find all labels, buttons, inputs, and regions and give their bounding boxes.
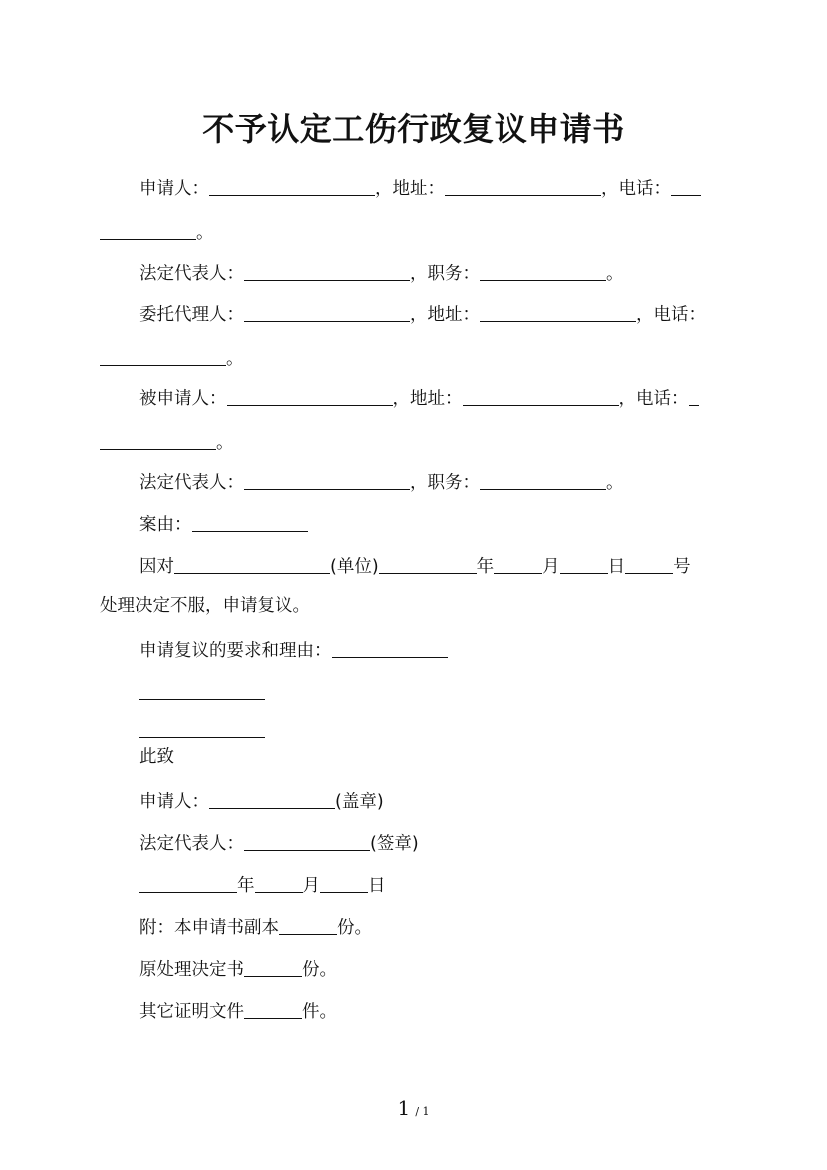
respondent-rep-name-blank[interactable]	[244, 470, 410, 490]
attach3-blank[interactable]	[244, 999, 302, 1019]
agent-line-cont	[100, 344, 244, 371]
respondent-rep-position-blank[interactable]	[480, 470, 606, 490]
legal-rep-position-blank[interactable]	[480, 261, 606, 281]
applicant-phone-blank-cont[interactable]	[100, 220, 196, 240]
sign-applicant-blank[interactable]	[209, 789, 335, 809]
applicant-address-label: ，地址：	[375, 179, 445, 199]
case-blank[interactable]	[192, 512, 308, 532]
respondent-line-end: 。	[216, 433, 234, 453]
attach3-suffix: 件。	[302, 1002, 337, 1022]
respondent-line-cont	[100, 428, 234, 455]
against-day-blank[interactable]	[560, 554, 608, 574]
page-total: / 1	[415, 1105, 430, 1118]
agent-line-end: 。	[226, 349, 244, 369]
case-label: 案由：	[139, 515, 192, 535]
against-unit-label: (单位)	[330, 557, 379, 577]
page-footer	[0, 1096, 827, 1120]
request-blank-3[interactable]	[139, 718, 265, 738]
date-day-label: 日	[368, 876, 386, 896]
date-month-blank[interactable]	[255, 873, 303, 893]
date-month-label: 月	[302, 876, 320, 896]
legal-rep-label: 法定代表人：	[139, 264, 244, 284]
sign-rep-label: 法定代表人：	[139, 834, 244, 854]
sign-rep-stamp: (签章)	[370, 834, 419, 854]
attach3-line	[139, 997, 337, 1024]
respondent-address-label: ，地址：	[392, 389, 463, 409]
document-title: 不予认定工伤行政复议申请书	[202, 110, 625, 148]
applicant-line-cont	[100, 218, 214, 245]
closing-text: 此致	[139, 747, 174, 767]
request-line-3	[139, 716, 265, 743]
sign-applicant-stamp: (盖章)	[335, 792, 384, 812]
respondent-phone-label: ，电话：	[618, 389, 689, 409]
applicant-phone-label: ，电话：	[601, 179, 671, 199]
applicant-label: 申请人：	[139, 179, 209, 199]
applicant-phone-blank[interactable]	[671, 176, 701, 196]
against-cont-text: 处理决定不服，申请复议。	[100, 596, 310, 616]
respondent-rep-position-label: ，职务：	[410, 473, 480, 493]
date-line	[139, 871, 386, 898]
legal-rep-line-end: 。	[606, 264, 624, 284]
request-label: 申请复议的要求和理由：	[139, 641, 332, 661]
respondent-address-blank[interactable]	[463, 386, 619, 406]
attach2-line	[139, 955, 337, 982]
respondent-rep-line	[139, 468, 624, 495]
against-day-label: 日	[607, 557, 626, 577]
against-year-label: 年	[476, 557, 495, 577]
respondent-name-blank[interactable]	[227, 386, 393, 406]
attach1-prefix: 附：本申请书副本	[139, 918, 279, 938]
respondent-label: 被申请人：	[139, 389, 227, 409]
respondent-phone-blank[interactable]	[689, 386, 699, 406]
against-unit-blank[interactable]	[174, 554, 330, 574]
date-day-blank[interactable]	[320, 873, 368, 893]
agent-address-label: ，地址：	[410, 305, 480, 325]
agent-phone-blank[interactable]	[100, 346, 226, 366]
applicant-name-blank[interactable]	[209, 176, 375, 196]
closing-line	[139, 745, 174, 769]
agent-name-blank[interactable]	[244, 302, 410, 322]
legal-rep-name-blank[interactable]	[244, 261, 410, 281]
agent-label: 委托代理人：	[139, 305, 244, 325]
applicant-line	[139, 174, 701, 201]
date-year-label: 年	[237, 876, 255, 896]
respondent-phone-blank-cont[interactable]	[100, 430, 216, 450]
against-line	[139, 552, 691, 579]
against-prefix: 因对	[139, 557, 174, 577]
attach1-suffix: 份。	[337, 918, 372, 938]
against-line-cont	[100, 594, 310, 618]
agent-address-blank[interactable]	[480, 302, 636, 322]
attach2-suffix: 份。	[302, 960, 337, 980]
sign-applicant-line	[139, 787, 384, 814]
date-year-blank[interactable]	[139, 873, 237, 893]
agent-phone-label: ，电话：	[636, 305, 706, 325]
against-month-blank[interactable]	[494, 554, 542, 574]
sign-rep-blank[interactable]	[244, 831, 370, 851]
page-number: 1	[397, 1096, 411, 1120]
attach2-blank[interactable]	[244, 957, 302, 977]
sign-rep-line	[139, 829, 419, 856]
request-blank-2[interactable]	[139, 680, 265, 700]
against-number-label: 号	[673, 557, 691, 577]
attach1-line	[139, 913, 372, 940]
applicant-line-end: 。	[196, 223, 214, 243]
legal-rep-position-label: ，职务：	[410, 264, 480, 284]
attach3-prefix: 其它证明文件	[139, 1002, 244, 1022]
case-line	[139, 510, 308, 537]
legal-rep-line	[139, 259, 624, 286]
respondent-rep-label: 法定代表人：	[139, 473, 244, 493]
applicant-address-blank[interactable]	[445, 176, 601, 196]
against-month-label: 月	[542, 557, 560, 577]
request-line-2	[139, 678, 265, 705]
request-line	[139, 636, 448, 663]
respondent-rep-line-end: 。	[606, 473, 624, 493]
attach1-blank[interactable]	[279, 915, 337, 935]
request-blank-1[interactable]	[332, 638, 448, 658]
agent-line	[139, 300, 706, 327]
against-year-blank[interactable]	[379, 554, 477, 574]
attach2-prefix: 原处理决定书	[139, 960, 244, 980]
sign-applicant-label: 申请人：	[139, 792, 209, 812]
against-number-blank[interactable]	[625, 554, 673, 574]
respondent-line	[139, 384, 699, 411]
